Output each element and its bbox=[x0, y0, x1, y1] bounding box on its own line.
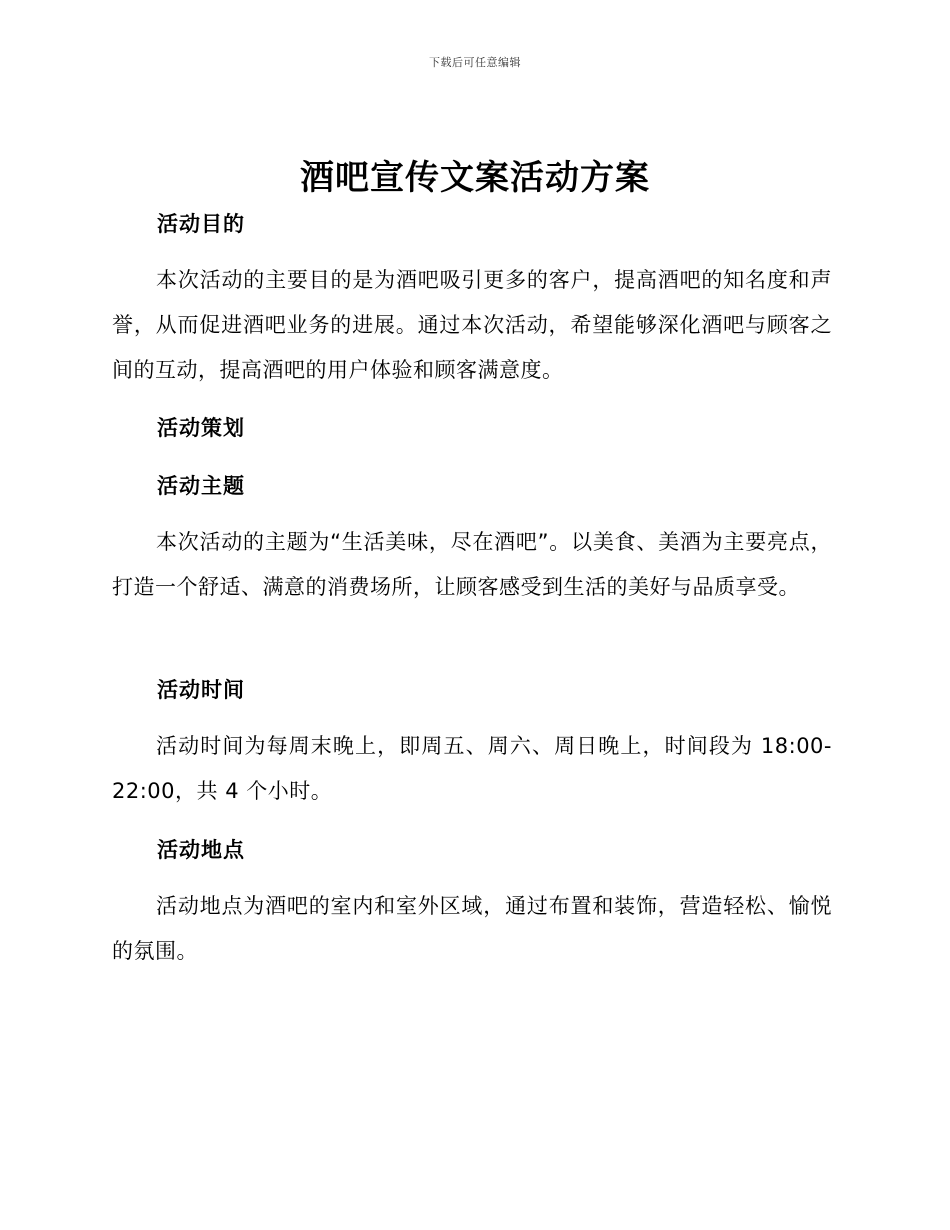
section-heading-purpose: 活动目的 bbox=[157, 212, 245, 236]
section-heading-location: 活动地点 bbox=[157, 838, 245, 862]
section-text-theme: 本次活动的主题为“生活美味，尽在酒吧”。以美食、美酒为主要亮点，打造一个舒适、满意的消费场所，让顾客感受到生活的美好与品质享受。 bbox=[112, 530, 832, 599]
section-heading-theme: 活动主题 bbox=[157, 474, 245, 498]
section-text-time: 活动时间为每周末晚上，即周五、周六、周日晚上，时间段为 18:00-22:00，共 4 个小时。 bbox=[112, 734, 832, 803]
section-text-purpose: 本次活动的主要目的是为酒吧吸引更多的客户，提高酒吧的知名度和声誉，从而促进酒吧业务的进展。通过本次活动，希望能够深化酒吧与顾客之间的互动，提高酒吧的用户体验和顾客满意度。 bbox=[112, 268, 832, 382]
section-heading-planning: 活动策划 bbox=[157, 416, 245, 440]
page-title: 酒吧宣传文案活动方案 bbox=[300, 158, 650, 198]
section-text-location: 活动地点为酒吧的室内和室外区域，通过布置和装饰，营造轻松、愉悦的氛围。 bbox=[112, 894, 832, 963]
section-heading-time: 活动时间 bbox=[157, 678, 245, 702]
header-note: 下载后可任意编辑 bbox=[429, 56, 521, 69]
